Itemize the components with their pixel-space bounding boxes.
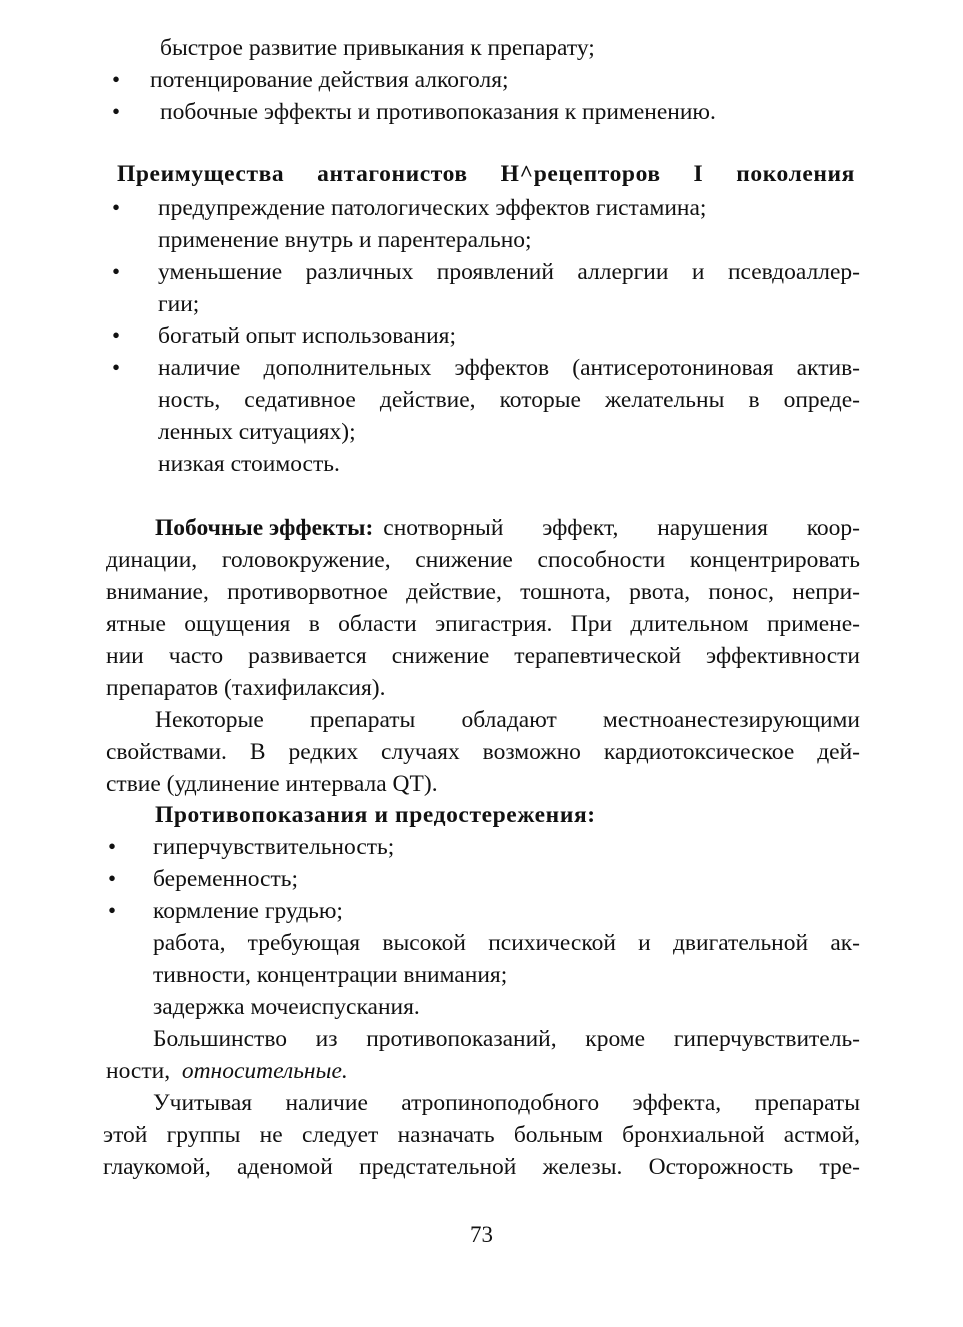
text-line: динации, головокружение, снижение способности концентрировать xyxy=(106,547,860,573)
list-item: кормление грудью; xyxy=(153,898,343,924)
text-line: этой группы не следует назначать больным бронхиальной астмой, xyxy=(103,1122,860,1148)
list-item-continuation: ленных ситуациях); xyxy=(158,419,356,445)
text-fragment: ности, xyxy=(106,1058,171,1084)
text-line: ствие (удлинение интервала QT). xyxy=(106,771,438,797)
bullet: • xyxy=(112,323,121,348)
bullet: • xyxy=(112,355,121,380)
bullet: • xyxy=(112,259,121,284)
section-heading-advantages: Преимущества антагонистов Н^рецепторов I поколения xyxy=(117,161,855,187)
section-heading-contraindications: Противопоказания и предостережения: xyxy=(155,802,596,828)
list-item: беременность; xyxy=(153,866,298,892)
bullet: • xyxy=(108,866,117,891)
list-item: гиперчувствительность; xyxy=(153,834,395,860)
text-line: препаратов (тахифилаксия). xyxy=(106,675,386,701)
text-line: быстрое развитие привыкания к препарату; xyxy=(160,35,595,61)
text-line-relative xyxy=(106,1055,348,1087)
text-line: нии часто развивается снижение терапевтической эффективности xyxy=(106,643,860,669)
text-line: Некоторые препараты обладают местноанестезирующими xyxy=(155,707,860,733)
emphasis-text: относительные. xyxy=(181,1058,348,1084)
list-item: задержка мочеиспускания. xyxy=(153,994,420,1020)
bullet: • xyxy=(108,898,117,923)
bullet: • xyxy=(112,99,121,124)
list-item: низкая стоимость. xyxy=(158,451,340,477)
text-line: глаукомой, аденомой предстательной железы. Осторожность тре- xyxy=(103,1154,860,1180)
list-item: богатый опыт использования; xyxy=(158,323,457,349)
bullet: • xyxy=(112,195,121,220)
bullet: • xyxy=(108,834,117,859)
side-effects-label: Побочные эффекты: xyxy=(155,515,374,541)
list-item: побочные эффекты и противопоказания к применению. xyxy=(160,99,716,125)
text-line: свойствами. В редких случаях возможно кардиотоксическое дей- xyxy=(106,739,860,765)
list-item-continuation: тивности, концентрации внимания; xyxy=(153,962,508,988)
list-item-continuation: гии; xyxy=(158,291,200,317)
text-line: Учитывая наличие атропиноподобного эффекта, препараты xyxy=(153,1090,860,1116)
list-item: наличие дополнительных эффектов (антисеротониновая актив- xyxy=(158,355,860,381)
text-line: снотворный эффект, нарушения коор- xyxy=(383,515,860,541)
bullet: • xyxy=(112,67,121,92)
list-item: работа, требующая высокой психической и двигательной ак- xyxy=(153,930,860,956)
side-effects-first-line xyxy=(155,512,860,544)
text-line: внимание, противорвотное действие, тошнота, рвота, понос, непри- xyxy=(106,579,860,605)
list-item-continuation: ность, седативное действие, которые желательны в опреде- xyxy=(158,387,860,413)
list-item: применение внутрь и парентерально; xyxy=(158,227,532,253)
text-line: Большинство из противопоказаний, кроме гиперчувствитель- xyxy=(153,1026,860,1052)
list-item: потенцирование действия алкоголя; xyxy=(150,67,509,93)
list-item: уменьшение различных проявлений аллергии и псевдоаллер- xyxy=(158,259,860,285)
text-line: ятные ощущения в области эпигастрия. При длительном примене- xyxy=(106,611,860,637)
list-item: предупреждение патологических эффектов гистамина; xyxy=(158,195,707,221)
page-number: 73 xyxy=(470,1222,493,1247)
